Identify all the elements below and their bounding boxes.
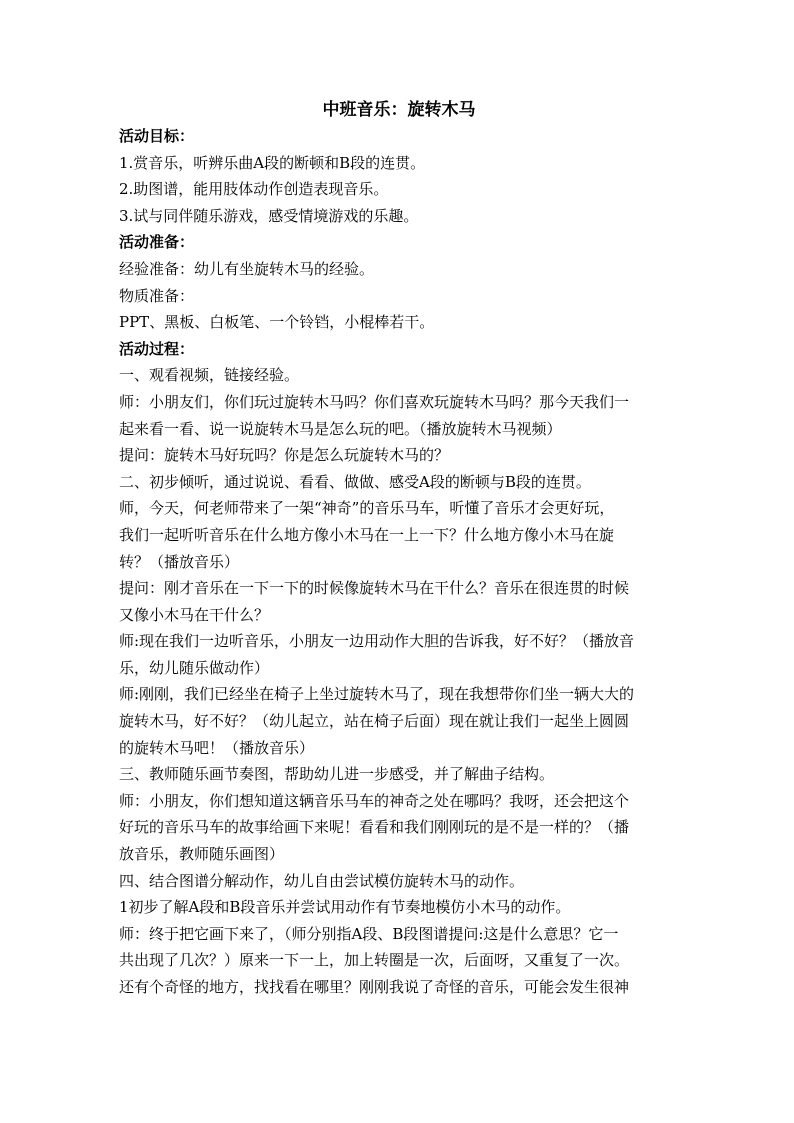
text-line: 3.试与同伴随乐游戏，感受情境游戏的乐趣。 (119, 206, 419, 225)
text-line: 乐，幼儿随乐做动作） (119, 658, 270, 677)
text-line: 经验准备：幼儿有坐旋转木马的经验。 (119, 259, 375, 278)
text-line: 好玩的音乐马车的故事给画下来呢！看看和我们刚刚玩的是不是一样的？（播 (119, 818, 630, 837)
text-line: 师:现在我们一边听音乐，小朋友一边用动作大胆的告诉我，好不好？（播放音 (119, 632, 635, 651)
text-line: 四、结合图谱分解动作，幼儿自由尝试模仿旋转木马的动作。 (119, 871, 525, 890)
text-line: 旋转木马，好不好？（幼儿起立，站在椅子后面）现在就让我们一起坐上圆圆 (119, 712, 630, 731)
text-line: 二、初步倾听，通过说说、看看、做做、感受A段的断顿与B段的连贯。 (119, 472, 591, 491)
document-body (119, 123, 675, 1001)
text-line: 2.助图谱，能用肢体动作创造表现音乐。 (119, 180, 389, 199)
text-line: 一、观看视频，链接经验。 (119, 366, 300, 385)
text-line: 师:刚刚，我们已经坐在椅子上坐过旋转木马了，现在我想带你们坐一辆大大的 (119, 685, 635, 704)
section-heading: 活动过程： (119, 339, 195, 358)
document-page (119, 97, 675, 1001)
text-line: 的旋转木马吧！（播放音乐） (119, 738, 315, 757)
text-line: 转？（播放音乐） (119, 552, 240, 571)
text-line: 共出现了几次？）原来一下一上，加上转圈是一次，后面呀，又重复了一次。 (119, 951, 630, 970)
text-line: 提问：旋转木马好玩吗？你是怎么玩旋转木马的？ (119, 446, 450, 465)
text-line: 起来看一看、说一说旋转木马是怎么玩的吧。（播放旋转木马视频） (119, 419, 562, 438)
text-line: 师：小朋友，你们想知道这辆音乐马车的神奇之处在哪吗？我呀，还会把这个 (119, 791, 630, 810)
text-line: 我们一起听听音乐在什么地方像小木马在一上一下？什么地方像小木马在旋 (119, 525, 615, 544)
text-line: 师，今天，何老师带来了一架“神奇”的音乐马车，听懂了音乐才会更好玩， (119, 499, 615, 518)
section-heading: 活动目标： (119, 127, 195, 145)
text-line: 又像小木马在干什么？ (119, 605, 270, 624)
text-line: 提问：刚才音乐在一下一下的时候像旋转木马在干什么？音乐在很连贯的时候 (119, 579, 630, 598)
text-line: 三、教师随乐画节奏图，帮助幼儿进一步感受，并了解曲子结构。 (119, 765, 555, 784)
document-title: 中班音乐：旋转木马 (322, 100, 476, 120)
section-heading: 活动准备： (119, 233, 195, 252)
text-line: 1初步了解A段和B段音乐并尝试用动作有节奏地模仿小木马的动作。 (119, 898, 571, 917)
text-line: 师：终于把它画下来了，（师分别指A段、B段图谱提问:这是什么意思？它一 (119, 924, 619, 943)
text-line: 物质准备： (119, 286, 195, 305)
text-line: 师：小朋友们，你们玩过旋转木马吗？你们喜欢玩旋转木马吗？那今天我们一 (119, 392, 630, 411)
text-line: 1.赏音乐，听辨乐曲A段的断顿和B段的连贯。 (119, 153, 426, 172)
text-line: 还有个奇怪的地方，找找看在哪里？刚刚我说了奇怪的音乐，可能会发生很神 (119, 978, 630, 996)
text-line: PPT、黑板、白板笔、一个铃铛，小棍棒若干。 (119, 313, 435, 332)
text-line: 放音乐，教师随乐画图） (119, 845, 285, 864)
